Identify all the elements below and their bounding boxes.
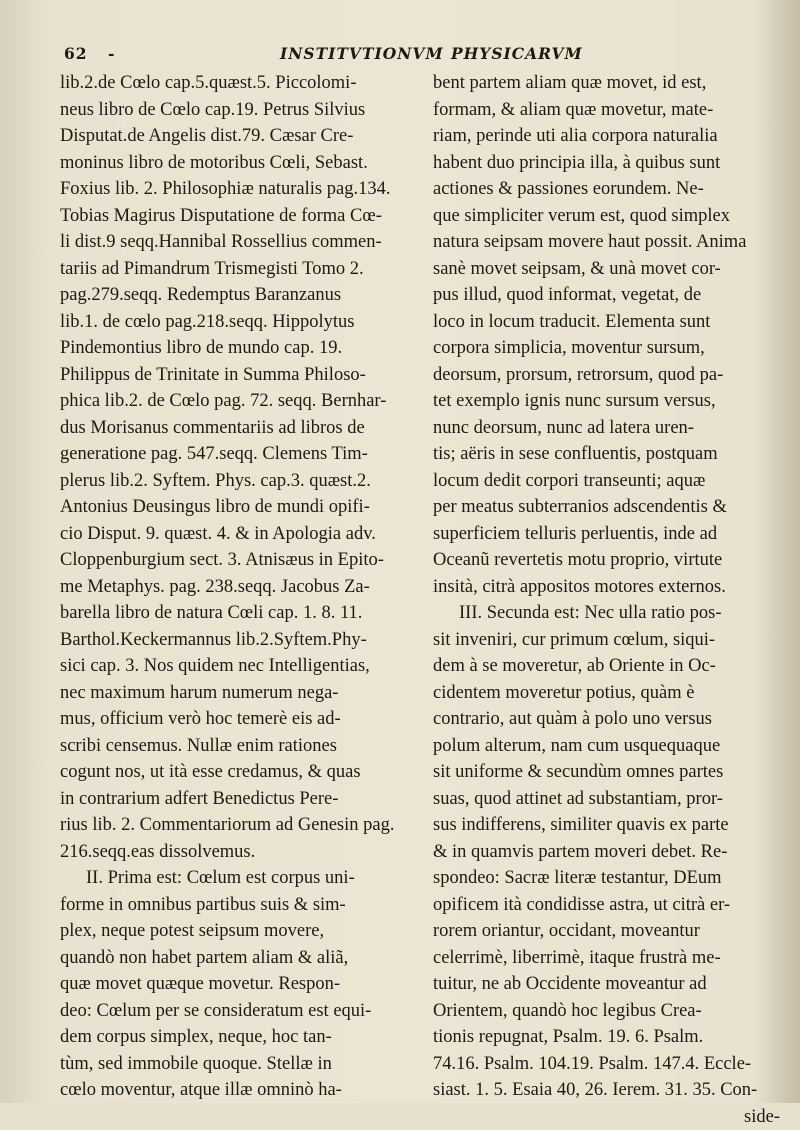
left-column-line: mus, officium verò hoc temerè eis ad- <box>60 706 415 733</box>
left-column-line: me Metaphys. pag. 238.seqq. Jacobus Za- <box>60 574 415 601</box>
left-column-line: dem corpus simplex, neque, hoc tan- <box>60 1024 415 1051</box>
left-column-line: quæ movet quæque movetur. Respon- <box>60 971 415 998</box>
left-column-line: Philippus de Trinitate in Summa Philoso- <box>60 362 415 389</box>
right-column-line: tuitur, ne ab Occidente moveantur ad <box>433 971 788 998</box>
right-column-line: tionis repugnat, Psalm. 19. 6. Psalm. <box>433 1024 788 1051</box>
left-column-line: tùm, sed immobile quoque. Stellæ in <box>60 1051 415 1078</box>
left-column-line: 216.seqq.eas dissolvemus. <box>60 839 415 866</box>
right-column-line: cidentem moveretur potius, quàm è <box>433 680 788 707</box>
left-column-line: lib.1. de cœlo pag.218.seqq. Hippolytus <box>60 309 415 336</box>
right-column-line: pus illud, quod informat, vegetat, de <box>433 282 788 309</box>
left-column-line: plerus lib.2. Syftem. Phys. cap.3. quæst.2. <box>60 468 415 495</box>
right-column-line: natura seipsam movere haut possit. Anima <box>433 229 788 256</box>
header-dash: - <box>108 44 115 63</box>
right-column-line: tet exemplo ignis nunc sursum versus, <box>433 388 788 415</box>
right-column-line: suas, quod attinet ad substantiam, pror- <box>433 786 788 813</box>
right-column-line: formam, & aliam quæ movetur, mate- <box>433 97 788 124</box>
running-title-right: PHYSICARVM <box>451 44 583 63</box>
left-column-line: moninus libro de motoribus Cœli, Sebast. <box>60 150 415 177</box>
left-column-line: cogunt nos, ut ità esse credamus, & quas <box>60 759 415 786</box>
right-column-line: dem à se moveretur, ab Oriente in Oc- <box>433 653 788 680</box>
right-column-line: nunc deorsum, nunc ad latera uren- <box>433 415 788 442</box>
left-column-line: quandò non habet partem aliam & aliã, <box>60 945 415 972</box>
left-column-line: Antonius Deusingus libro de mundi opifi- <box>60 494 415 521</box>
right-column-line: side- <box>433 1104 788 1130</box>
right-column-line: riam, perinde uti alia corpora naturalia <box>433 123 788 150</box>
right-column-line: actiones & passiones eorundem. Ne- <box>433 176 788 203</box>
right-column-line: loco in locum traducit. Elementa sunt <box>433 309 788 336</box>
right-column-line: III. Secunda est: Nec ulla ratio pos- <box>433 600 788 627</box>
right-column-line: deorsum, prorsum, retrorsum, quod pa- <box>433 362 788 389</box>
right-column-line: spondeo: Sacræ literæ testantur, DEum <box>433 865 788 892</box>
left-column-line: tariis ad Pimandrum Trismegisti Tomo 2. <box>60 256 415 283</box>
right-column-line: superficiem telluris perluentis, inde ad <box>433 521 788 548</box>
running-title-left: INSTITVTIONVM <box>280 44 444 63</box>
left-column-line: Pindemontius libro de mundo cap. 19. <box>60 335 415 362</box>
right-column-line: & in quamvis partem moveri debet. Re- <box>433 839 788 866</box>
left-column-line: li dist.9 seqq.Hannibal Rossellius commen- <box>60 229 415 256</box>
left-column-line: Barthol.Keckermannus lib.2.Syftem.Phy- <box>60 627 415 654</box>
right-column-line: 74.16. Psalm. 104.19. Psalm. 147.4. Eccle- <box>433 1051 788 1078</box>
right-column-line: contrario, aut quàm à polo uno versus <box>433 706 788 733</box>
left-column-line: forme in omnibus partibus suis & sim- <box>60 892 415 919</box>
left-column-line: pag.279.seqq. Redemptus Baranzanus <box>60 282 415 309</box>
right-column-line: siast. 1. 5. Esaia 40, 26. Ierem. 31. 35. Con- <box>433 1077 788 1104</box>
right-column-line: sit uniforme & secundùm omnes partes <box>433 759 788 786</box>
left-column-line: rius lib. 2. Commentariorum ad Genesin pag. <box>60 812 415 839</box>
left-column-line: plex, neque potest seipsum movere, <box>60 918 415 945</box>
right-column-line: corpora simplicia, moventur sursum, <box>433 335 788 362</box>
right-column-line: insità, citrà appositos motores externos. <box>433 574 788 601</box>
left-column-line: in contrarium adfert Benedictus Pere- <box>60 786 415 813</box>
left-column-line: scribi censemus. Nullæ enim rationes <box>60 733 415 760</box>
right-column-line: rorem oriantur, occidant, moveantur <box>433 918 788 945</box>
right-column-line: que simpliciter verum est, quod simplex <box>433 203 788 230</box>
right-column-line: sit inveniri, cur primum cœlum, siqui- <box>433 627 788 654</box>
left-column-line: lib.2.de Cœlo cap.5.quæst.5. Piccolomi- <box>60 70 415 97</box>
right-column-line: opificem ità condidisse astra, ut citrà er- <box>433 892 788 919</box>
left-column-line: nec maximum harum numerum nega- <box>60 680 415 707</box>
right-column-line: locum dedit corpori transeunti; aquæ <box>433 468 788 495</box>
right-column-line: per meatus subterranios adscendentis & <box>433 494 788 521</box>
left-column-line: cio Disput. 9. quæst. 4. & in Apologia adv. <box>60 521 415 548</box>
right-column-line: polum alterum, nam cum usquequaque <box>433 733 788 760</box>
left-column-line: cœlo moventur, atque illæ omninò ha- <box>60 1077 415 1104</box>
right-column-line: bent partem aliam quæ movet, id est, <box>433 70 788 97</box>
right-text-column <box>433 70 788 1130</box>
right-column-line: Orientem, quandò hoc legibus Crea- <box>433 998 788 1025</box>
left-column-line: Tobias Magirus Disputatione de forma Cœ- <box>60 203 415 230</box>
left-column-line: phica lib.2. de Cœlo pag. 72. seqq. Bernhar- <box>60 388 415 415</box>
left-column-line: generatione pag. 547.seqq. Clemens Tim- <box>60 441 415 468</box>
right-column-line: Oceanũ revertetis motu proprio, virtute <box>433 547 788 574</box>
right-column-line: sus indifferens, similiter quavis ex parte <box>433 812 788 839</box>
left-text-column <box>60 70 415 1104</box>
left-column-line: II. Prima est: Cœlum est corpus uni- <box>60 865 415 892</box>
running-header <box>50 40 760 66</box>
left-column-line: deo: Cœlum per se consideratum est equi- <box>60 998 415 1025</box>
left-column-line: sici cap. 3. Nos quidem nec Intelligentias, <box>60 653 415 680</box>
right-column-line: tis; aëris in sese confluentis, postquam <box>433 441 788 468</box>
left-column-line: neus libro de Cœlo cap.19. Petrus Silvius <box>60 97 415 124</box>
left-column-line: Disputat.de Angelis dist.79. Cæsar Cre- <box>60 123 415 150</box>
right-column-line: celerrimè, liberrimè, itaque frustrà me- <box>433 945 788 972</box>
left-column-line: barella libro de natura Cœli cap. 1. 8. 11. <box>60 600 415 627</box>
left-column-line: Cloppenburgium sect. 3. Atnisæus in Epito- <box>60 547 415 574</box>
right-column-line: habent duo principia illa, à quibus sunt <box>433 150 788 177</box>
left-column-line: dus Morisanus commentariis ad libros de <box>60 415 415 442</box>
page-number: 62 <box>64 44 88 63</box>
right-column-line: sanè movet seipsam, & unà movet cor- <box>433 256 788 283</box>
left-column-line: Foxius lib. 2. Philosophiæ naturalis pag.134. <box>60 176 415 203</box>
